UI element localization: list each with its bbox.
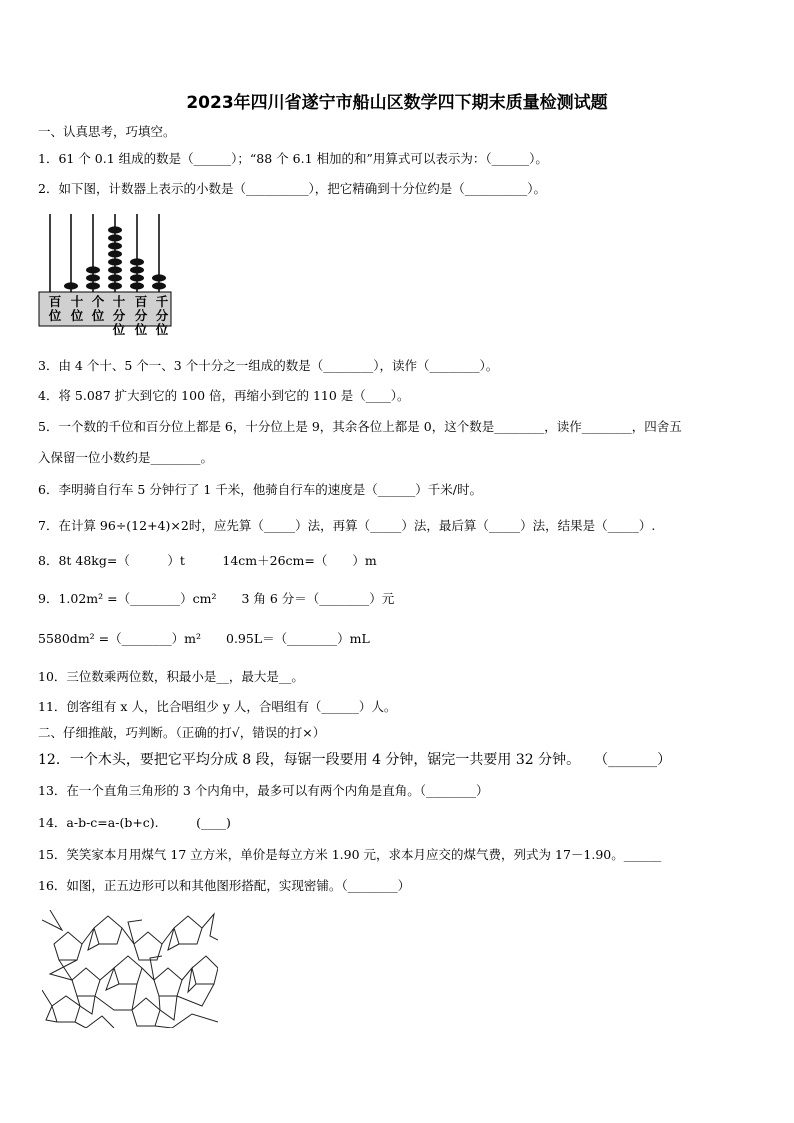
svg-text:个: 个 <box>91 294 105 309</box>
question-6: 6．李明骑自行车 5 分钟行了 1 千米，他骑自行车的速度是（______）千米/时。 <box>38 482 482 497</box>
section-heading-judge: 二、仔细推敲，巧判断。（正确的打√，错误的打×） <box>38 725 326 740</box>
question-9-continued: 5580dm² =（________）m² 0.95L＝（________）mL <box>38 631 370 646</box>
svg-text:百: 百 <box>134 294 148 309</box>
question-8: 8．8t 48kg=（ ）t 14cm＋26cm=（ ）m <box>38 553 377 568</box>
svg-text:十: 十 <box>70 294 84 309</box>
page-title: 2023年四川省遂宁市船山区数学四下期末质量检测试题 <box>186 93 608 113</box>
svg-text:位: 位 <box>91 308 105 323</box>
svg-text:位: 位 <box>48 308 62 323</box>
question-7: 7．在计算 96÷(12+4)×2时，应先算（_____）法，再算（_____）法，最后算（_____）法，结果是（_____）. <box>38 518 656 533</box>
abacus-diagram <box>38 212 178 340</box>
abacus-rods <box>50 214 159 292</box>
question-12: 12．一个木头，要把它平均分成 8 段，每锯一段要用 4 分钟，锯完一共要用 32 分钟。 （_______） <box>38 752 672 768</box>
question-5-line-2: 入保留一位小数约是________。 <box>38 450 214 465</box>
svg-text:位: 位 <box>112 322 126 337</box>
question-4: 4．将 5.087 扩大到它的 100 倍，再缩小到它的 110 是（____）。 <box>38 388 410 403</box>
question-15: 15．笑笑家本月用煤气 17 立方米，单价是每立方米 1.90 元，求本月应交的煤气费，列式为 17－1.90。______ <box>38 847 662 862</box>
section-heading-fill-in: 一、认真思考，巧填空。 <box>38 124 176 139</box>
question-9: 9．1.02m² =（________）cm² 3 角 6 分＝（________）元 <box>38 591 395 606</box>
question-10: 10．三位数乘两位数，积最小是__，最大是__。 <box>38 669 304 684</box>
svg-text:十: 十 <box>112 294 126 309</box>
svg-text:千: 千 <box>155 294 169 309</box>
svg-text:分: 分 <box>112 308 126 323</box>
svg-text:分: 分 <box>134 308 148 323</box>
question-1: 1．61 个 0.1 组成的数是（______）；“88 个 6.1 相加的和”用算式可以表示为：（______）。 <box>38 151 548 166</box>
question-14: 14．a-b-c=a-(b+c). (____) <box>38 815 231 830</box>
pentagon-tessellation-figure <box>42 910 218 1028</box>
svg-text:分: 分 <box>155 308 169 323</box>
svg-text:位: 位 <box>155 322 169 337</box>
question-13: 13．在一个直角三角形的 3 个内角中，最多可以有两个内角是直角。（________） <box>38 783 489 798</box>
svg-text:百: 百 <box>48 294 62 309</box>
question-2: 2．如下图，计数器上表示的小数是（__________），把它精确到十分位约是（__________）。 <box>38 181 546 196</box>
tessellation-lines <box>42 910 218 1028</box>
question-11: 11．创客组有 x 人，比合唱组少 y 人，合唱组有（______）人。 <box>38 699 397 714</box>
question-5-line-1: 5．一个数的千位和百分位上都是 6，十分位上是 9，其余各位上都是 0，这个数是________，读作________，四舍五 <box>38 419 682 434</box>
question-16: 16．如图，正五边形可以和其他图形搭配，实现密铺。（________） <box>38 878 411 893</box>
svg-text:位: 位 <box>134 322 148 337</box>
question-3: 3．由 4 个十、5 个一、3 个十分之一组成的数是（________），读作（________）。 <box>38 358 499 373</box>
svg-text:位: 位 <box>70 308 84 323</box>
